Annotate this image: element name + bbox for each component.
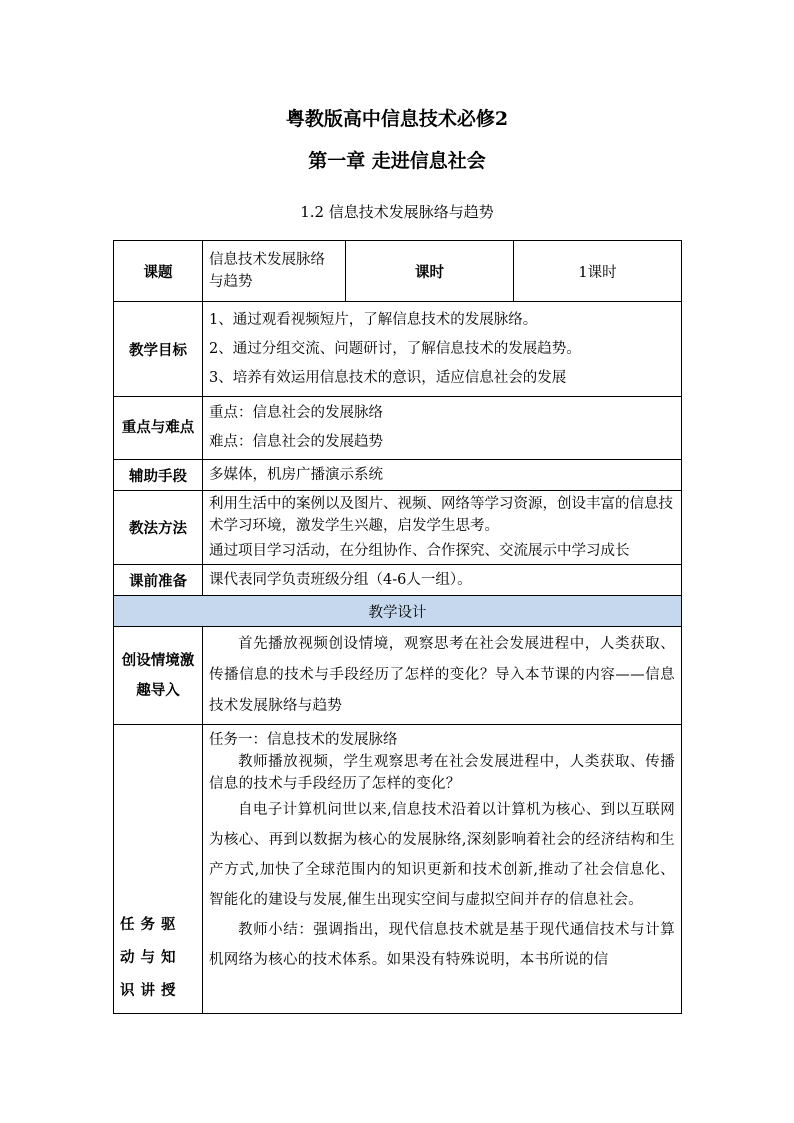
topic-value: 信息技术发展脉络与趋势 [203,241,346,302]
task-paragraph: 教师播放视频，学生观察思考在社会发展进程中，人类获取、传播信息的技术与手段经历了怎样的变化？ [209,754,675,792]
table-row [114,460,682,491]
design-header: 教学设计 [114,596,682,627]
methods-cell [203,491,682,565]
section-title: 1.2 信息技术发展脉络与趋势 [300,203,494,221]
goal-item: 2、通过分组交流、问题研讨，了解信息技术的发展趋势。 [209,340,581,357]
aids-label: 辅助手段 [114,460,203,491]
task-label: 任务驱动与知识讲授 [114,725,203,1014]
table-row [114,596,682,627]
lesson-plan-table [113,240,682,1014]
table-row [114,302,682,397]
methods-label: 教法方法 [114,491,203,565]
intro-text: 首先播放视频创设情境，观察思考在社会发展进程中，人类获取、传播信息的技术与手段经历了怎样的变化？导入本节课的内容——信息技术发展脉络与趋势 [203,627,682,725]
key-point: 重点：信息社会的发展脉络 [209,405,383,421]
method-item: 通过项目学习活动，在分组协作、合作探究、交流展示中学习成长 [209,543,630,559]
prep-label: 课前准备 [114,565,203,596]
hours-value: 1课时 [514,241,682,302]
task-paragraph: 教师小结：强调指出，现代信息技术就是基于现代通信技术与计算机网络为核心的技术体系。如果没有特殊说明，本书所说的信 [209,922,675,968]
goals-cell [203,302,682,397]
table-row [114,491,682,565]
book-title: 粤教版高中信息技术必修2 [285,108,509,130]
goal-item: 1、通过观看视频短片，了解信息技术的发展脉络。 [209,311,538,328]
table-row [114,241,682,302]
hours-label: 课时 [346,241,514,302]
goals-label: 教学目标 [114,302,203,397]
keypoints-cell [203,397,682,460]
table-row [114,565,682,596]
difficult-point: 难点：信息社会的发展趋势 [209,434,383,450]
intro-label: 创设情境激趣导入 [114,627,203,725]
task-title: 任务一：信息技术的发展脉络 [209,732,398,748]
method-item: 利用生活中的案例以及图片、视频、网络等学习资源，创设丰富的信息技术学习环境，激发学生兴趣，启发学生思考。 [209,496,673,534]
goal-item: 3、培养有效运用信息技术的意识，适应信息社会的发展 [209,369,567,386]
aids-value: 多媒体，机房广播演示系统 [203,460,682,491]
keypoints-label: 重点与难点 [114,397,203,460]
table-row [114,397,682,460]
topic-label: 课题 [114,241,203,302]
task-paragraph: 自电子计算机问世以来,信息技术沿着以计算机为核心、到以互联网为核心、再到以数据为核心的发展脉络,深刻影响着社会的经济结构和生产方式,加快了全球范围内的知识更新和技术创新,推动了社会信息化、智能化的建设与发展,催生出现实空间与虚拟空间并存的信息社会。 [209,802,675,908]
table-row [114,627,682,725]
table-row [114,725,682,1014]
task-cell [203,725,682,1014]
chapter-title: 第一章 走进信息社会 [308,150,486,172]
prep-value: 课代表同学负责班级分组（4-6人一组）。 [203,565,682,596]
